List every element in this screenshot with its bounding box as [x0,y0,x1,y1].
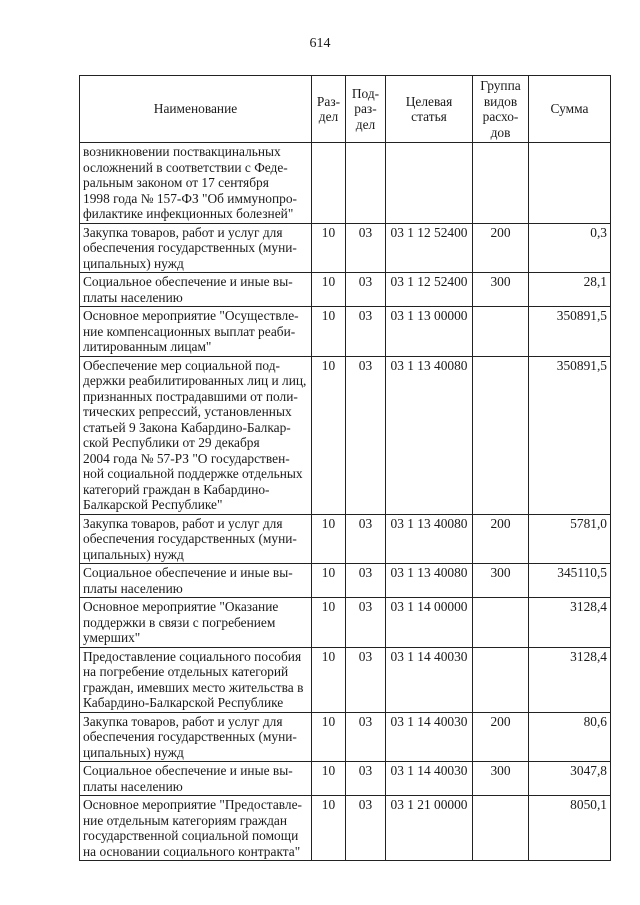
table-row [80,514,611,564]
row-subsection: 03 [346,647,386,712]
row-section: 10 [312,712,346,762]
row-amount: 8050,1 [529,796,611,861]
table-row [80,598,611,648]
row-amount: 3047,8 [529,762,611,796]
row-target [386,143,473,224]
row-name: Основное мероприятие "Осуществле- ние компенсационных выплат реаби- литированным лицам" [80,307,312,357]
row-amount: 350891,5 [529,356,611,514]
row-target: 03 1 14 00000 [386,598,473,648]
row-name: Социальное обеспечение и иные вы- платы населению [80,273,312,307]
row-name: Предоставление социального пособия на погребение отдельных категорий граждан, имевших место жительства в Кабардино-Балкарской Республике [80,647,312,712]
row-expense-group [473,647,529,712]
row-subsection: 03 [346,712,386,762]
header-target: Целевая статья [386,76,473,143]
row-amount: 3128,4 [529,647,611,712]
row-amount: 28,1 [529,273,611,307]
table-row [80,273,611,307]
row-expense-group [473,796,529,861]
row-expense-group: 300 [473,564,529,598]
row-section: 10 [312,762,346,796]
row-section: 10 [312,564,346,598]
row-target: 03 1 14 40030 [386,762,473,796]
row-expense-group [473,143,529,224]
row-target: 03 1 12 52400 [386,223,473,273]
row-subsection: 03 [346,307,386,357]
row-name: Закупка товаров, работ и услуг для обеспечения государственных (муни- ципальных) нужд [80,223,312,273]
row-section: 10 [312,307,346,357]
row-expense-group [473,307,529,357]
table-row [80,762,611,796]
row-expense-group: 200 [473,712,529,762]
row-section: 10 [312,796,346,861]
table-body [80,143,611,861]
row-section: 10 [312,647,346,712]
row-subsection: 03 [346,356,386,514]
row-subsection: 03 [346,564,386,598]
row-subsection: 03 [346,762,386,796]
row-section: 10 [312,223,346,273]
row-section: 10 [312,598,346,648]
row-expense-group: 300 [473,273,529,307]
row-target: 03 1 13 40080 [386,356,473,514]
row-subsection: 03 [346,598,386,648]
row-section: 10 [312,356,346,514]
row-subsection: 03 [346,796,386,861]
row-subsection: 03 [346,223,386,273]
row-expense-group [473,356,529,514]
row-name: Обеспечение мер социальной под- держки реабилитированных лиц и лиц, признанных пострадавшими от поли- тических репрессий, установленных статьей 9 Закона Кабардино-Балкар- ской Республики от 29 декабря 2004 года № 57-РЗ "О государствен- ной социальной поддержке отдельных категорий граждан в Кабардино- Балкарской Республике" [80,356,312,514]
row-amount: 5781,0 [529,514,611,564]
row-expense-group: 200 [473,223,529,273]
header-name: Наименование [80,76,312,143]
row-amount: 0,3 [529,223,611,273]
row-name: Основное мероприятие "Оказание поддержки в связи с погребением умерших" [80,598,312,648]
row-amount: 80,6 [529,712,611,762]
row-subsection [346,143,386,224]
row-amount: 350891,5 [529,307,611,357]
row-name: Закупка товаров, работ и услуг для обеспечения государственных (муни- ципальных) нужд [80,514,312,564]
page-number: 614 [309,36,331,51]
row-target: 03 1 13 40080 [386,514,473,564]
row-amount: 3128,4 [529,598,611,648]
row-name: Социальное обеспечение и иные вы- платы населению [80,564,312,598]
table-row [80,647,611,712]
table-row [80,143,611,224]
row-section [312,143,346,224]
row-target: 03 1 14 40030 [386,647,473,712]
row-subsection: 03 [346,273,386,307]
header-section: Раз- дел [312,76,346,143]
table-row [80,796,611,861]
table-header [80,76,611,143]
table-row [80,307,611,357]
row-amount: 345110,5 [529,564,611,598]
table-row [80,712,611,762]
row-section: 10 [312,514,346,564]
row-name: Закупка товаров, работ и услуг для обеспечения государственных (муни- ципальных) нужд [80,712,312,762]
budget-table [79,75,611,861]
row-target: 03 1 21 00000 [386,796,473,861]
table-row [80,356,611,514]
row-name: Основное мероприятие "Предоставле- ние отдельным категориям граждан государственной социальной помощи на основании социального контракта" [80,796,312,861]
row-name: возникновении поствакцинальных осложнений в соответствии с Феде- ральным законом от 17 сентября 1998 года № 157-ФЗ "Об иммунопро- филактике инфекционных болезней" [80,143,312,224]
row-target: 03 1 13 40080 [386,564,473,598]
table-row [80,564,611,598]
row-expense-group: 300 [473,762,529,796]
row-target: 03 1 13 00000 [386,307,473,357]
row-section: 10 [312,273,346,307]
header-subsection: Под- раз- дел [346,76,386,143]
row-target: 03 1 14 40030 [386,712,473,762]
row-expense-group [473,598,529,648]
row-name: Социальное обеспечение и иные вы- платы населению [80,762,312,796]
row-expense-group: 200 [473,514,529,564]
table-row [80,223,611,273]
row-subsection: 03 [346,514,386,564]
row-target: 03 1 12 52400 [386,273,473,307]
row-amount [529,143,611,224]
header-expense-group: Группа видов расхо- дов [473,76,529,143]
header-amount: Сумма [529,76,611,143]
